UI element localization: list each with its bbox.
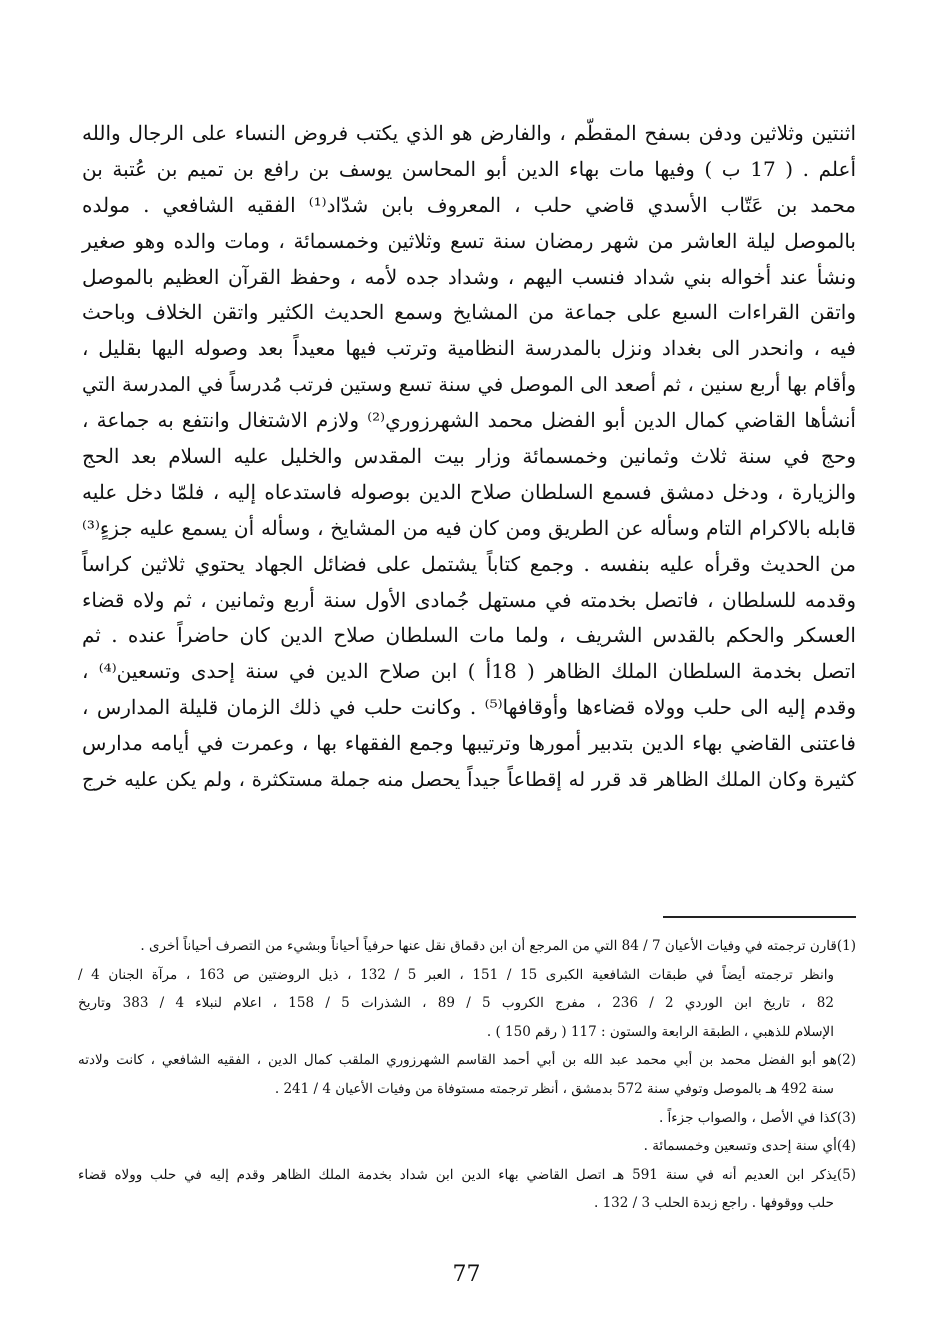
footnote-5-line: حلب ووقوفها . راجع زبدة الحلب 3 / 132 . — [593, 1195, 834, 1212]
text-line: وقدم إليه الى حلب وولاه قضاءها وأوقافها⁽⁵⁾ . وكانت حلب في ذلك الزمان قليلة المدارس ، — [82, 695, 856, 720]
text-line: فيه ، وانحدر الى بغداد ونزل بالمدرسة النظامية وترتب فيها معيداً بعد وصوله اليها بقليل ، — [82, 336, 856, 361]
text-line: اتصل بخدمة السلطان الملك الظاهر ( 18أ ) ابن صلاح الدين في سنة إحدى وتسعين⁽⁴⁾ ، — [82, 659, 856, 684]
footnote-2-line: (2)هو أبو الفضل محمد بن أبي محمد عبد الله بن أبي أحمد القاسم الشهرزوري الملقب كمال الدين ، الفقيه الشافعي ، كانت ولادته — [78, 1052, 856, 1069]
footnotes-block — [78, 932, 856, 1218]
text-line: أعلم . ( 17 ب ) وفيها مات بهاء الدين أبو المحاسن يوسف بن رافع بن تميم بن عُتبة بن — [82, 156, 857, 181]
text-line: واتقن القراءات السبع على جماعة من المشايخ وسمع الحديث الكثير واتقن الخلاف وباحث — [82, 300, 856, 325]
text-line: وقدمه للسلطان ، فاتصل بخدمته في مستهل جُمادى الأول سنة أربع وثمانين ، ثم ولاه قضاء — [82, 587, 856, 612]
footnote-5-line: (5)يذكر ابن العديم أنه في سنة 591 هـ اتصل القاضي بهاء الدين ابن شداد بخدمة الملك الظاهر وقدم إليه في حلب وولاه قضاء — [78, 1166, 856, 1183]
text-line: كثيرة وكان الملك الظاهر قد قرر له إقطاعاً جيداً يحصل منه جملة مستكثرة ، ولم يكن عليه خرج — [82, 768, 856, 792]
text-line: وأقام بها أربع سنين ، ثم أصعد الى الموصل في سنة تسع وستين فرتب مُدرساً في المدرسة التي — [82, 373, 856, 397]
text-line: محمد بن عَتّاب الأسدي قاضي حلب ، المعروف بابن شدّاد⁽¹⁾ الفقيه الشافعي . مولده — [82, 192, 856, 217]
footnote-1-line: الإسلام للذهبي ، الطبقة الرابعة والستون : 117 ( رقم 150 ) . — [486, 1023, 834, 1040]
footnote-1-line: (1)قارن ترجمته في وفيات الأعيان 7 / 84 التي من المرجع أن ابن دقماق نقل عنها حرفياً أحياناً وبشيء من التصرف أحياناً أخرى . — [140, 938, 856, 954]
text-line: أنشأها القاضي كمال الدين أبو الفضل محمد الشهرزوري⁽²⁾ ولازم الاشتغال وانتفع به جماعة ، — [82, 408, 856, 433]
text-line: ونشأ عند أخواله بني شداد فنسب اليهم ، وشداد جده لأمه ، وحفظ القرآن العظيم بالموصل — [82, 264, 856, 289]
text-line: العسكر والحكم بالقدس الشريف ، ولما مات السلطان صلاح الدين كان حاضراً عنده . ثم — [82, 623, 856, 648]
text-line: فاعتنى القاضي بهاء الدين بتدبير أمورها وترتيبها وجمع الفقهاء بها ، وعمرت في أيامه مدارس — [82, 731, 856, 756]
footnote-1-line: وانظر ترجمته أيضاً في طبقات الشافعية الكبرى 15 / 151 ، العبر 5 / 132 ، ذيل الروضتين ص 163 ، مرآة الجنان 4 / — [78, 966, 834, 983]
footnote-3: (3)كذا في الأصل ، والصواب جزءاً . — [658, 1109, 856, 1126]
footnote-2-line: سنة 492 هـ بالموصل وتوفي سنة 572 بدمشق ، أنظر ترجمته مستوفاة من وفيات الأعيان 4 / 241 . — [274, 1080, 834, 1097]
footnote-separator — [663, 916, 856, 918]
text-line: من الحديث وقرأه عليه بنفسه . وجمع كتاباً يشتمل على فضائل الجهاد يحتوي ثلاثين كراساً — [82, 551, 856, 576]
text-line: بالموصل ليلة العاشر من شهر رمضان سنة تسع وثلاثين وخمسمائة ، ومات والده وهو صغير — [82, 228, 856, 253]
text-line: قابله بالاكرام التام وسأله عن الطريق ومن كان فيه من المشايخ ، وسأله أن يسمع عليه جزءٍ⁽³⁾ — [82, 515, 856, 540]
footnote-1-line: 82 ، تاريخ ابن الوردي 2 / 236 ، مفرج الكروب 5 / 89 ، الشذرات 5 / 158 ، اعلام لنبلاء 4 / 383 وتاريخ — [78, 995, 834, 1012]
text-line: والزيارة ، ودخل دمشق فسمع السلطان صلاح الدين بوصوله فاستدعاه إليه ، فلمّا دخل عليه — [82, 479, 856, 504]
page-number: 77 — [452, 1262, 481, 1287]
footnote-4: (4)أي سنة إحدى وتسعين وخمسمائة . — [643, 1138, 856, 1155]
main-text-block — [82, 116, 856, 798]
text-line: اثنتين وثلاثين ودفن بسفح المقطّم ، والفارض هو الذي يكتب فروض النساء على الرجال والله — [82, 121, 856, 145]
text-line: وحج في سنة ثلاث وثمانين وخمسمائة وزار بيت المقدس والخليل عليه السلام بعد الحج — [82, 444, 856, 469]
